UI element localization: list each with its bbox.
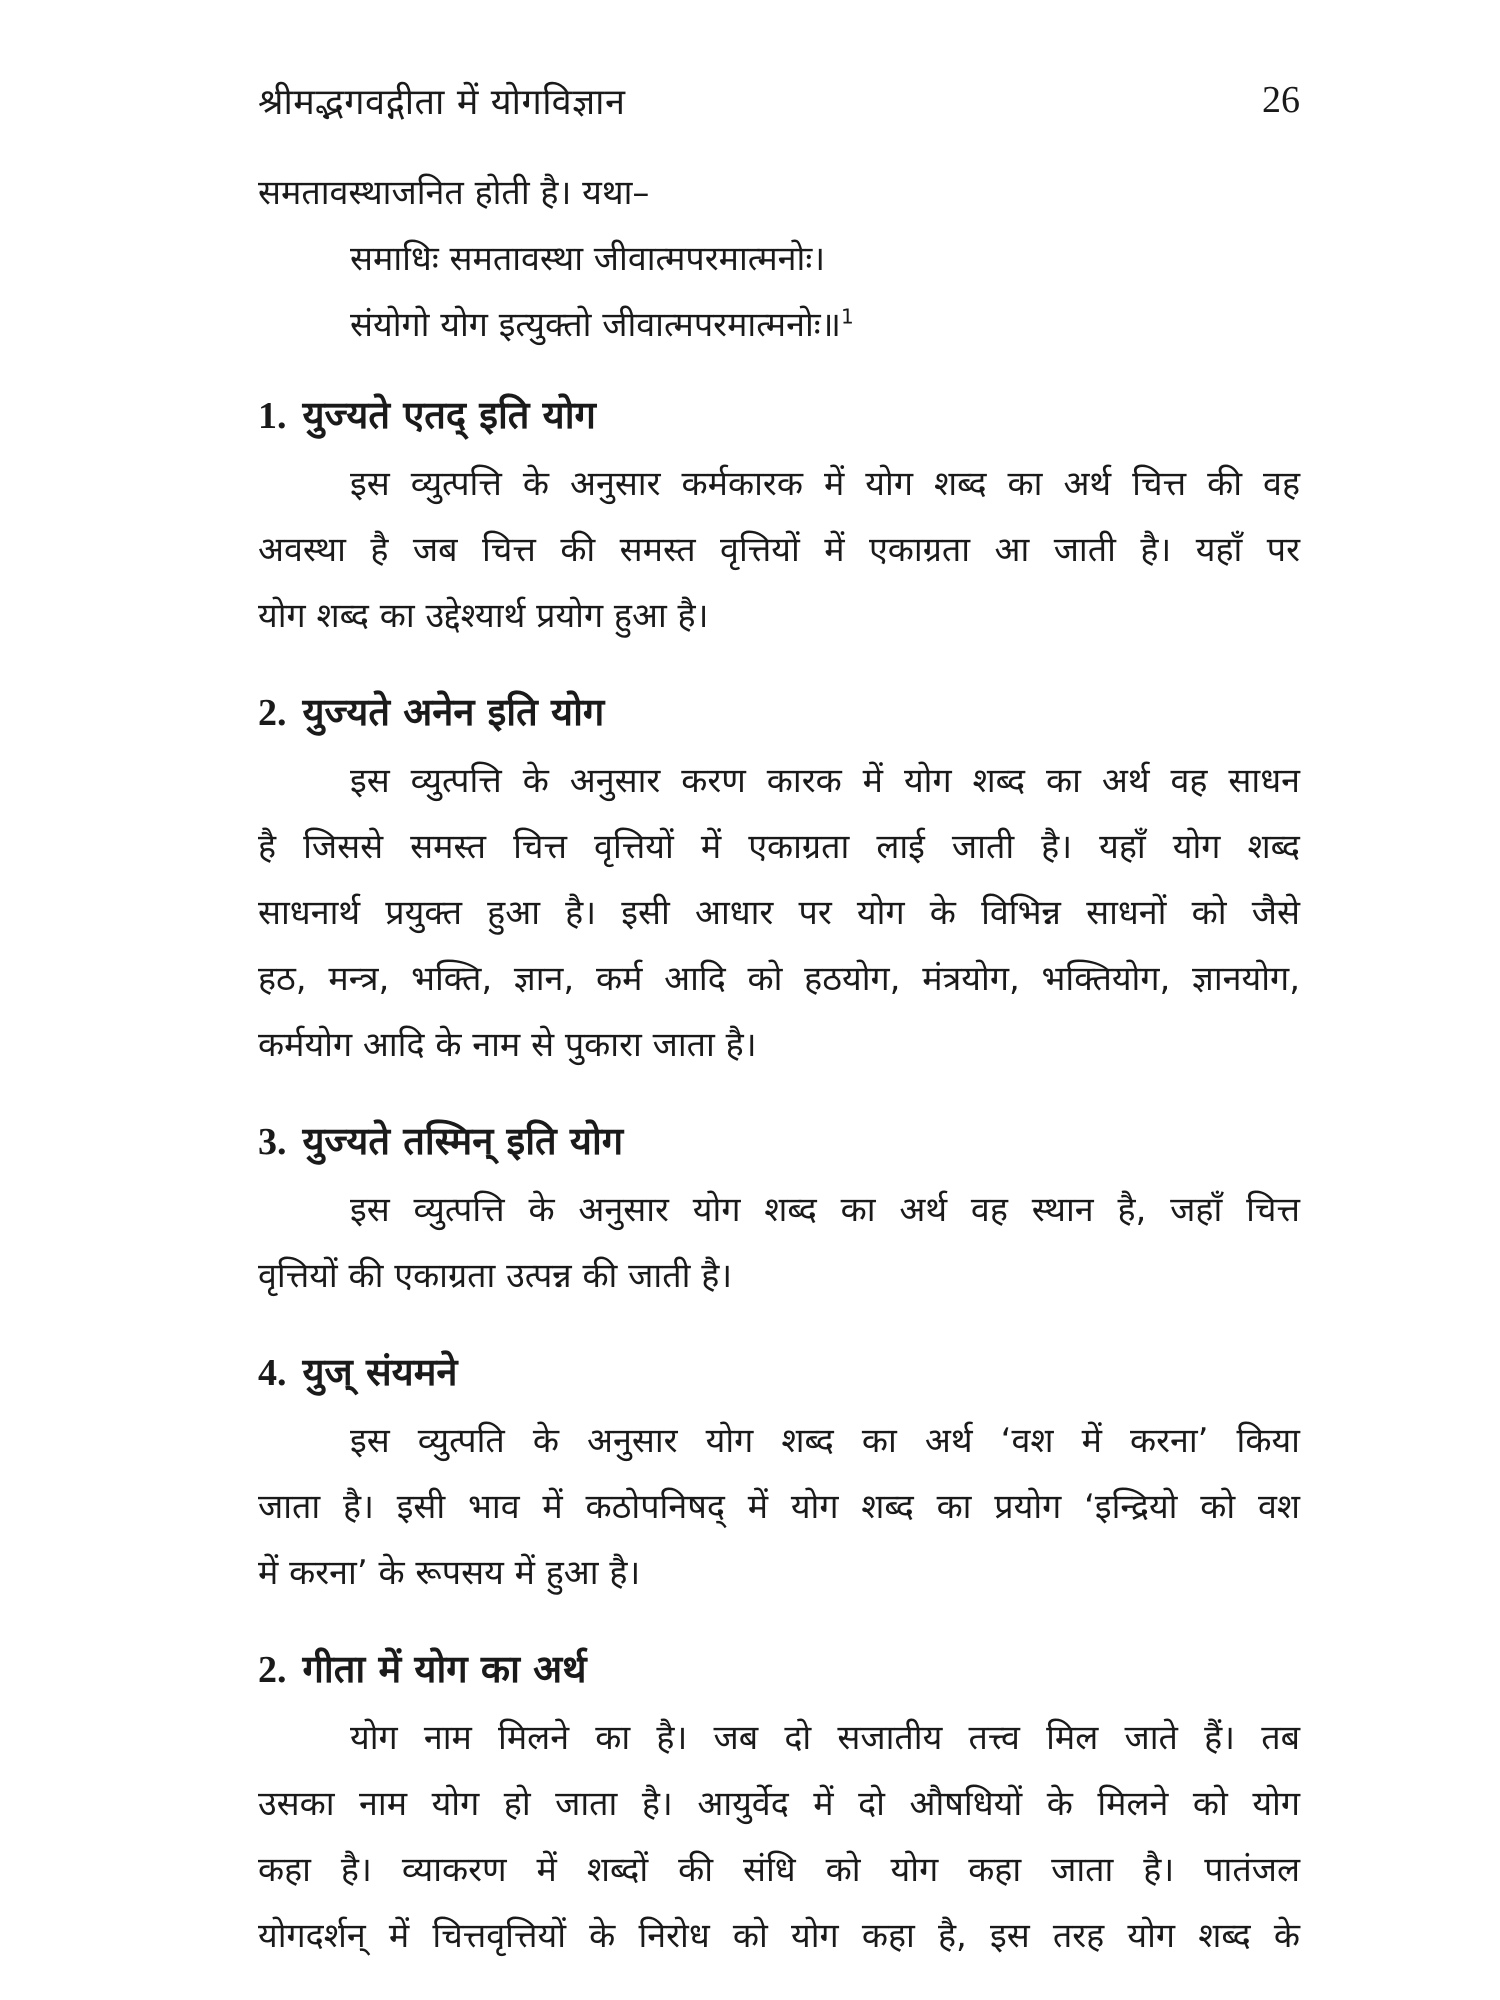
section-number: 2. (258, 1649, 287, 1691)
verse-line-1: समाधिः समतावस्था जीवात्मपरमात्मनोः। (350, 239, 826, 279)
paragraph-line: कहा है। व्याकरण में शब्दों की संधि को योग कहा जाता है। पातंजल (258, 1850, 1300, 1890)
paragraph-line: साधनार्थ प्रयुक्त हुआ है। इसी आधार पर योग के विभिन्न साधनों को जैसे (258, 893, 1300, 933)
verse-line-2 (258, 292, 1300, 358)
section-heading-3 (258, 1106, 1300, 1177)
paragraph-line: इस व्युत्पत्ति के अनुसार कर्मकारक में योग शब्द का अर्थ चित्त की वह (350, 464, 1300, 504)
section-title: युज् संयमने (302, 1350, 458, 1394)
footnote-marker: 1 (841, 304, 854, 329)
section-number: 4. (258, 1352, 287, 1394)
section-heading-1 (258, 380, 1300, 451)
paragraph-line: अवस्था है जब चित्त की समस्त वृत्तियों में एकाग्रता आ जाती है। यहाँ पर (258, 530, 1300, 570)
section-number: 3. (258, 1121, 287, 1163)
verse-line-2-text: संयोगो योग इत्युक्तो जीवात्मपरमात्मनोः॥ (350, 305, 842, 345)
section-heading-4 (258, 1337, 1300, 1408)
paragraph-line: योग शब्द का उद्देश्यार्थ प्रयोग हुआ है। (258, 596, 709, 636)
section-title: युज्यते एतद् इति योग (302, 393, 596, 437)
section-title: गीता में योग का अर्थ (302, 1647, 587, 1691)
section-heading-gita (258, 1634, 1300, 1705)
section-title: युज्यते तस्मिन् इति योग (302, 1119, 624, 1163)
paragraph-line: में करना’ के रूपसय में हुआ है। (258, 1553, 641, 1593)
running-header (258, 70, 1300, 130)
paragraph-line: इस व्युत्पत्ति के अनुसार योग शब्द का अर्थ वह स्थान है, जहाँ चित्त (350, 1190, 1300, 1230)
section-title: युज्यते अनेन इति योग (302, 690, 605, 734)
intro-line: समतावस्थाजनित होती है। यथा– (258, 173, 650, 213)
paragraph-line: योग नाम मिलने का है। जब दो सजातीय तत्त्व मिल जाते हैं। तब (350, 1718, 1300, 1758)
paragraph-line: हठ, मन्त्र, भक्ति, ज्ञान, कर्म आदि को हठयोग, मंत्रयोग, भक्तियोग, ज्ञानयोग, (258, 959, 1300, 999)
paragraph-line: है जिससे समस्त चित्त वृत्तियों में एकाग्रता लाई जाती है। यहाँ योग शब्द (258, 827, 1300, 867)
section-heading-2 (258, 677, 1300, 748)
paragraph-line: जाता है। इसी भाव में कठोपनिषद् में योग शब्द का प्रयोग ‘इन्द्रियो को वश (258, 1487, 1300, 1527)
paragraph-line: इस व्युत्पति के अनुसार योग शब्द का अर्थ ‘वश में करना’ किया (350, 1421, 1300, 1461)
section-number: 2. (258, 692, 287, 734)
running-title: श्रीमद्भगवद्गीता में योगविज्ञान (258, 81, 626, 123)
paragraph-line: वृत्तियों की एकाग्रता उत्पन्न की जाती है। (258, 1256, 733, 1296)
paragraph-line: उसका नाम योग हो जाता है। आयुर्वेद में दो औषधियों के मिलने को योग (258, 1784, 1300, 1824)
paragraph-line: कर्मयोग आदि के नाम से पुकारा जाता है। (258, 1025, 757, 1065)
page-body (258, 160, 1300, 1969)
paragraph-line: योगदर्शन् में चित्तवृत्तियों के निरोध को योग कहा है, इस तरह योग शब्द के (258, 1916, 1300, 1956)
section-number: 1. (258, 395, 287, 437)
page-number: 26 (1262, 79, 1300, 121)
paragraph-line: इस व्युत्पत्ति के अनुसार करण कारक में योग शब्द का अर्थ वह साधन (350, 761, 1300, 801)
